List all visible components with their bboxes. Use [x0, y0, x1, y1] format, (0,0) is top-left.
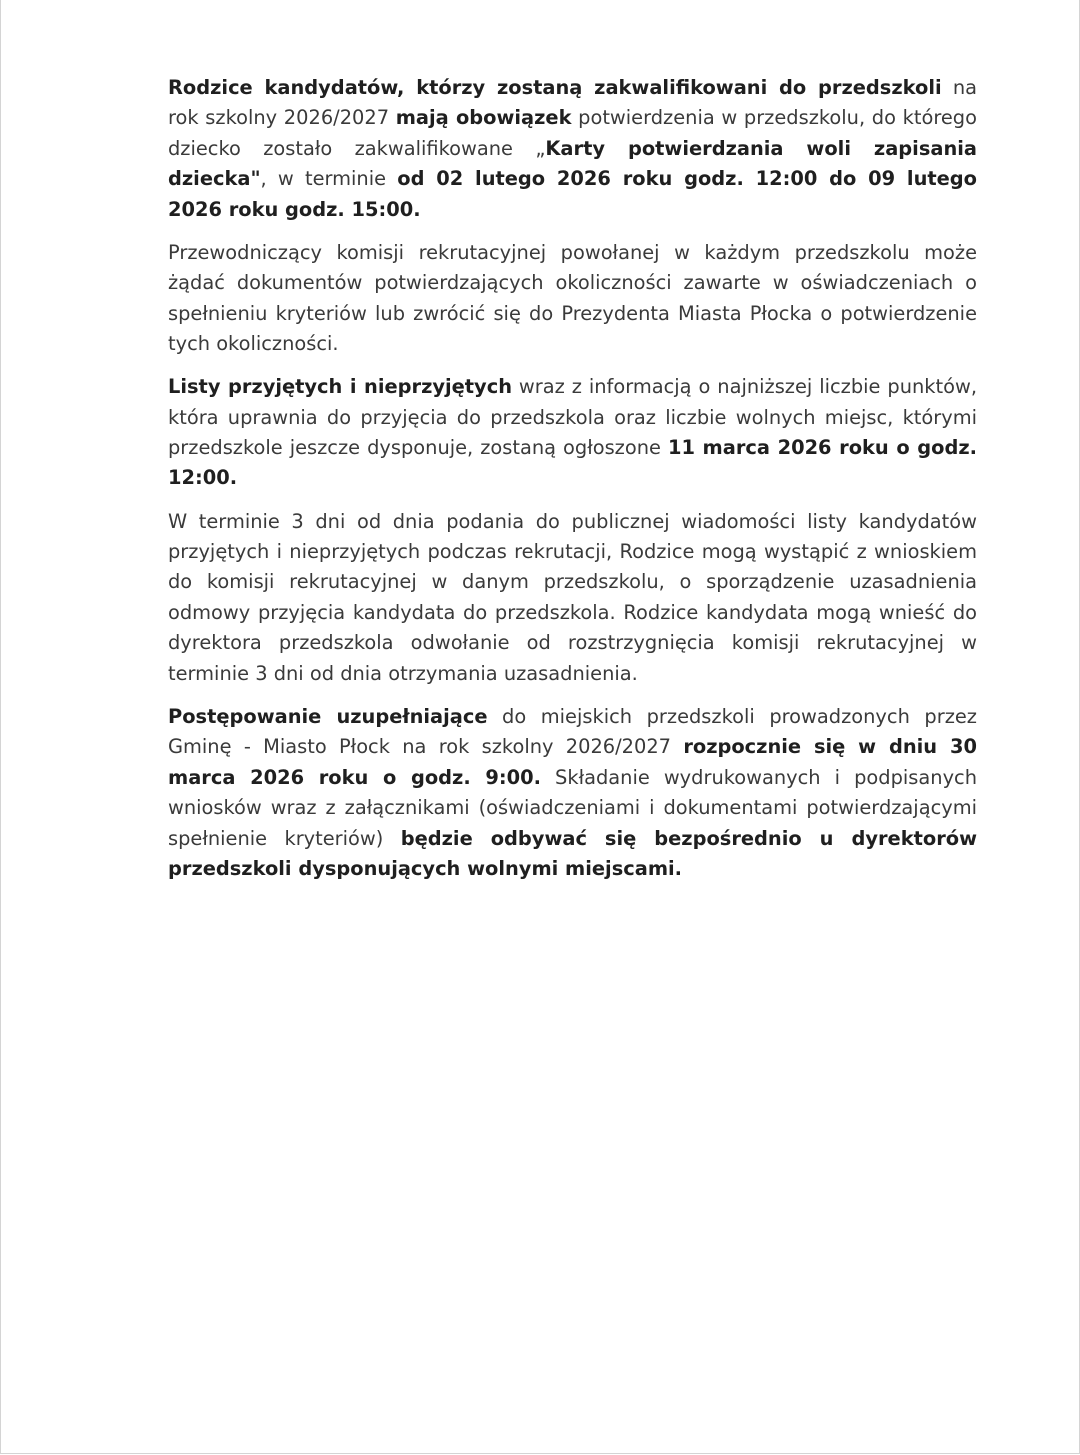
text-segment: W terminie 3 dni od dnia podania do publicznej wiadomości listy kandydatów przyjętych i nieprzyjętych podczas rekrutacji, Rodzice mogą wystąpić z wnioskiem do komisji rekrutacyjnej w danym przedszkolu, o sporządzenie uzasadnienia odmowy przyjęcia kandydata do przedszkola. Rodzice kandydata mogą wnieść do dyrektora przedszkola odwołanie od rozstrzygnięcia komisji rekrutacyjnej w terminie 3 dni od dnia otrzymania uzasadnienia.: [168, 509, 977, 685]
paragraph-supplementary-procedure: [168, 702, 977, 884]
text-segment: Rodzice kandydatów, którzy zostaną zakwalifikowani do przedszkoli: [168, 76, 942, 99]
text-segment: będzie odbywać się bezpośrednio u dyrektorów przedszkoli dysponujących wolnymi miejscami.: [168, 826, 977, 880]
text-segment: Karty potwierdzania woli zapisania dziecka": [168, 136, 977, 191]
text-segment: 11 marca 2026 roku o godz. 12:00.: [168, 436, 977, 490]
text-segment: Listy przyjętych i nieprzyjętych: [168, 375, 512, 399]
text-segment: wraz z informacją o najniższej liczbie punktów, która uprawnia do przyjęcia do przedszkola oraz liczbie wolnych miejsc, którymi przedszkole jeszcze dysponuje, zostaną ogłoszone: [168, 375, 977, 460]
text-segment: rozpocznie się w dniu 30 marca 2026 roku o godz. 9:00.: [168, 735, 977, 789]
text-segment: Składanie wydrukowanych i podpisanych wniosków wraz z załącznikami (oświadczeniami i dokumentami potwierdzającymi spełnienie kryteriów): [168, 765, 978, 850]
paragraph-appeal-procedure: [168, 507, 977, 689]
text-segment: od 02 lutego 2026 roku godz. 12:00 do 09 lutego 2026 roku godz. 15:00.: [168, 167, 977, 221]
text-segment: mają obowiązek: [395, 106, 572, 130]
text-segment: Postępowanie uzupełniające: [168, 704, 488, 728]
text-segment: do miejskich przedszkoli prowadzonych przez Gminę - Miasto Płock na rok szkolny 2026/2027: [168, 704, 977, 759]
paragraph-confirmation-deadline: [168, 73, 977, 225]
text-segment: potwierdzenia w przedszkolu, do którego dziecko zostało zakwalifikowane „: [168, 106, 977, 160]
paragraph-admission-lists: [168, 372, 977, 494]
text-segment: , w terminie: [260, 167, 398, 191]
document-body: [168, 73, 977, 884]
text-segment: na rok szkolny 2026/2027: [168, 76, 977, 130]
text-segment: Przewodniczący komisji rekrutacyjnej powołanej w każdym przedszkolu może żądać dokumentów potwierdzających okoliczności zawarte w oświadczeniach o spełnieniu kryteriów lub zwrócić się do Prezydenta Miasta Płocka o potwierdzenie tych okoliczności.: [168, 240, 977, 356]
paragraph-committee-chair: [168, 238, 977, 360]
